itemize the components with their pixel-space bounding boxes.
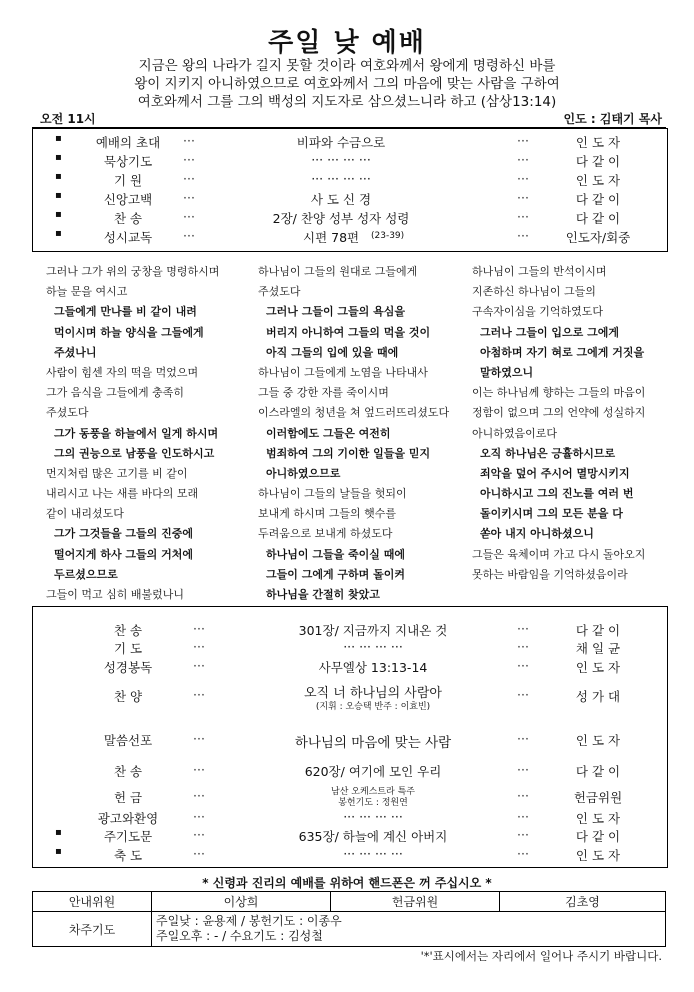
reading-line: 오직 하나님은 긍휼하시므로 bbox=[480, 446, 616, 460]
order-content: 하나님의 마음에 맞는 사람 bbox=[294, 735, 452, 751]
order-row bbox=[33, 731, 667, 749]
order-performer: 다 같 이 bbox=[575, 211, 621, 226]
scripture-line-3: 여호와께서 그를 그의 백성의 지도자로 삼으셨느니라 하고 (삼상13:14) bbox=[137, 94, 557, 110]
leader-dots: ··· bbox=[517, 809, 529, 824]
leader-dots: ··· bbox=[517, 133, 529, 148]
reading-line: 버리지 아니하여 그들의 먹을 것이 bbox=[266, 325, 431, 339]
standing-marker: ▪ bbox=[55, 152, 62, 163]
reading-line: 그가 동풍을 하늘에서 일게 하시며 bbox=[54, 426, 219, 440]
reading-line: 범죄하여 그의 기이한 일들을 믿지 bbox=[266, 446, 431, 460]
reading-line: 하늘 문을 여시고 bbox=[46, 285, 128, 299]
order-label: 기 도 bbox=[113, 641, 143, 656]
reading-line: 아니하시고 그의 진노를 여러 번 bbox=[480, 487, 634, 501]
reading-line: 하나님이 그들의 원대로 그들에게 bbox=[258, 265, 418, 278]
reading-line: 떨어지게 하사 그들의 거처에 bbox=[54, 547, 193, 561]
scripture-line-2: 왕이 지키지 아니하였으므로 여호와께서 그의 마음에 맞는 사람을 구하여 bbox=[134, 76, 560, 92]
order-label: 축 도 bbox=[113, 848, 143, 863]
order-performer: 채 일 균 bbox=[575, 641, 621, 656]
order-row bbox=[33, 809, 667, 827]
standing-marker: ▪ bbox=[55, 171, 62, 182]
reading-line: 그들은 육체이며 가고 다시 돌아오지 bbox=[472, 547, 646, 561]
order-content: 오직 너 하나님의 사람아 bbox=[304, 686, 442, 701]
reading-line: 두려움으로 보내게 하셨도다 bbox=[258, 527, 393, 541]
leader-dots: ··· bbox=[193, 658, 205, 673]
leader-dots: ··· bbox=[517, 190, 529, 205]
leader-dots: ··· bbox=[517, 658, 529, 673]
order-performer: 인도자/회중 bbox=[565, 230, 631, 245]
leader-dots: ··· bbox=[193, 687, 205, 702]
order-row bbox=[33, 658, 667, 676]
service-time: 오전 11시 bbox=[40, 112, 96, 126]
order-row bbox=[33, 786, 667, 808]
order-content-note: 남산 오케스트라 특주 bbox=[331, 787, 415, 797]
order-content: 635장/ 하늘에 계신 아버지 bbox=[298, 829, 448, 844]
order-performer: 다 같 이 bbox=[575, 192, 621, 207]
standing-marker: ▪ bbox=[55, 209, 62, 220]
prayer-line: 주일오후 : - / 수요기도 : 김성철 bbox=[156, 929, 323, 943]
reading-line: 사람이 힘센 자의 떡을 먹었으며 bbox=[46, 365, 199, 379]
leader-dots: ··· bbox=[183, 133, 195, 148]
order-row bbox=[33, 683, 667, 712]
order-row bbox=[33, 621, 667, 639]
order-content: ··· ··· ··· ··· bbox=[311, 171, 371, 186]
reading-line: 정함이 없으며 그의 언약에 성실하지 bbox=[472, 406, 646, 420]
leader-dots: ··· bbox=[517, 171, 529, 186]
order-label: 예배의 초대 bbox=[95, 135, 161, 150]
order-label: 찬 양 bbox=[113, 689, 143, 704]
order-content: ··· ··· ··· ··· bbox=[343, 809, 403, 824]
leader-dots: ··· bbox=[517, 788, 529, 803]
leader-dots: ··· bbox=[193, 809, 205, 824]
order-performer: 인 도 자 bbox=[575, 811, 621, 826]
leader-dots: ··· bbox=[517, 152, 529, 167]
reading-line: 지존하신 하나님이 그들의 bbox=[472, 285, 596, 299]
order-performer: 헌금위원 bbox=[573, 790, 623, 805]
order-performer: 인 도 자 bbox=[575, 848, 621, 863]
order-content-note: (23-39) bbox=[371, 231, 405, 241]
staff-table bbox=[32, 891, 666, 947]
reading-line: 아직 그들의 입에 있을 때에 bbox=[266, 345, 399, 359]
reading-line: 하나님이 그들의 반석이시며 bbox=[472, 265, 607, 278]
order-performer: 인 도 자 bbox=[575, 135, 621, 150]
leader-dots: ··· bbox=[517, 846, 529, 861]
standing-marker: ▪ bbox=[55, 190, 62, 201]
standing-marker: ▪ bbox=[55, 827, 62, 838]
order-content: ··· ··· ··· ··· bbox=[343, 846, 403, 861]
order-label: 성시교독 bbox=[103, 230, 153, 245]
reading-line: 먼지처럼 많은 고기를 비 같이 bbox=[46, 466, 188, 480]
leader-dots: ··· bbox=[193, 788, 205, 803]
order-row bbox=[33, 209, 667, 227]
prayer-label: 차주기도 bbox=[33, 912, 152, 947]
leader-dots: ··· bbox=[193, 639, 205, 654]
standing-footnote: '*'표시에서는 자리에서 일어나 주시기 바랍니다. bbox=[420, 949, 662, 963]
reading-line: 못하는 바람임을 기억하셨음이라 bbox=[472, 567, 628, 581]
reading-line: 돌이키시며 그의 모든 분을 다 bbox=[480, 507, 623, 521]
guide-name: 이상희 bbox=[152, 892, 331, 912]
reading-line: 이는 하나님께 향하는 그들의 마음이 bbox=[472, 386, 646, 400]
reading-line: 그가 음식을 그들에게 충족히 bbox=[46, 386, 185, 400]
order-content: 비파와 수금으로 bbox=[296, 135, 386, 150]
order-row bbox=[33, 846, 667, 864]
order-performer: 성 가 대 bbox=[575, 689, 621, 704]
order-content: ··· ··· ··· ··· bbox=[343, 639, 403, 654]
standing-marker: ▪ bbox=[55, 228, 62, 239]
reading-line: 이러함에도 그들은 여전히 bbox=[266, 426, 391, 440]
reading-line: 그들에게 만나를 비 같이 내려 bbox=[54, 305, 197, 319]
leader-dots: ··· bbox=[517, 687, 529, 702]
leader-dots: ··· bbox=[183, 152, 195, 167]
guide-label: 안내위원 bbox=[33, 892, 152, 912]
reading-line: 아니하였음이로다 bbox=[472, 426, 558, 440]
reading-line: 죄악을 덮어 주시어 멸망시키지 bbox=[480, 466, 630, 480]
order-label: 묵상기도 bbox=[103, 154, 153, 169]
reading-line: 말하였으니 bbox=[480, 365, 534, 379]
standing-marker: ▪ bbox=[55, 846, 62, 857]
order-performer: 다 같 이 bbox=[575, 154, 621, 169]
leader-dots: ··· bbox=[517, 827, 529, 842]
reading-line: 그들이 그에게 구하며 돌이켜 bbox=[266, 567, 405, 581]
order-content: 620장/ 여기에 모인 우리 bbox=[304, 764, 442, 779]
order-label: 헌 금 bbox=[113, 790, 143, 805]
leader-dots: ··· bbox=[517, 209, 529, 224]
order-label: 찬 송 bbox=[113, 211, 143, 226]
order-content-note: (지휘 : 오승택 반주 : 이효빈) bbox=[315, 702, 431, 712]
order-row bbox=[33, 190, 667, 208]
reading-line: 주셨나니 bbox=[54, 345, 97, 359]
reading-line: 이스라엘의 청년을 쳐 엎드러뜨리셨도다 bbox=[258, 406, 450, 420]
order-row bbox=[33, 827, 667, 845]
order-content-note: 봉헌기도 : 정원연 bbox=[338, 798, 408, 808]
reading-line: 내리시고 나는 새를 바다의 모래 bbox=[46, 487, 199, 501]
leader-dots: ··· bbox=[517, 731, 529, 746]
order-label: 말씀선포 bbox=[103, 733, 153, 748]
order-performer: 다 같 이 bbox=[575, 829, 621, 844]
order-of-worship-part2 bbox=[32, 606, 668, 868]
reading-line: 아니하였으므로 bbox=[266, 466, 341, 480]
order-label: 기 원 bbox=[113, 173, 143, 188]
reading-line: 하나님을 간절히 찾았고 bbox=[266, 588, 380, 601]
leader-dots: ··· bbox=[183, 209, 195, 224]
reading-line: 그의 권능으로 남풍을 인도하시고 bbox=[54, 446, 215, 460]
phone-notice: * 신령과 진리의 예배를 위하여 핸드폰은 꺼 주십시오 * bbox=[202, 876, 492, 890]
reading-line: 하나님이 그들에게 노염을 나타내사 bbox=[258, 365, 428, 379]
order-performer: 인 도 자 bbox=[575, 733, 621, 748]
order-label: 신앙고백 bbox=[103, 192, 153, 207]
leader-dots: ··· bbox=[183, 228, 195, 243]
order-row bbox=[33, 228, 667, 246]
leader-dots: ··· bbox=[517, 639, 529, 654]
order-performer: 인 도 자 bbox=[575, 173, 621, 188]
order-of-worship-part1 bbox=[32, 128, 668, 252]
order-label: 주기도문 bbox=[103, 829, 153, 844]
order-performer: 다 같 이 bbox=[575, 623, 621, 638]
order-content: 시편 78편 bbox=[303, 230, 360, 245]
reading-line: 쏟아 내지 아니하셨으니 bbox=[480, 527, 594, 541]
reading-line: 두르셨으므로 bbox=[54, 567, 118, 581]
order-row bbox=[33, 762, 667, 780]
order-label: 성경봉독 bbox=[103, 660, 153, 675]
leader-dots: ··· bbox=[517, 762, 529, 777]
leader-dots: ··· bbox=[193, 731, 205, 746]
offering-label: 헌금위원 bbox=[331, 892, 500, 912]
order-content: 사 도 신 경 bbox=[310, 192, 372, 207]
reading-line: 먹이시며 하늘 양식을 그들에게 bbox=[54, 325, 204, 339]
leader-dots: ··· bbox=[193, 621, 205, 636]
reading-line: 주셨도다 bbox=[46, 406, 89, 420]
leader-dots: ··· bbox=[517, 228, 529, 243]
reading-line: 그러나 그들이 그들의 욕심을 bbox=[266, 305, 405, 319]
offering-name: 김초영 bbox=[500, 892, 666, 912]
leader-dots: ··· bbox=[193, 846, 205, 861]
prayer-line: 주일낮 : 윤용제 / 봉헌기도 : 이종우 bbox=[156, 914, 342, 928]
reading-line: 아첨하며 자기 혀로 그에게 거짓을 bbox=[480, 345, 645, 359]
order-label: 찬 송 bbox=[113, 764, 143, 779]
order-content: 사무엘상 13:13-14 bbox=[318, 660, 428, 675]
order-performer: 다 같 이 bbox=[575, 764, 621, 779]
reading-line: 그들 중 강한 자를 죽이시며 bbox=[258, 386, 389, 400]
reading-line: 하나님이 그들의 날들을 헛되이 bbox=[258, 487, 407, 501]
reading-line: 그가 그것들을 그들의 진중에 bbox=[54, 527, 193, 541]
leader-dots: ··· bbox=[193, 762, 205, 777]
leader-dots: ··· bbox=[517, 621, 529, 636]
order-row bbox=[33, 152, 667, 170]
prayer-schedule bbox=[152, 912, 666, 947]
reading-line: 같이 내리셨도다 bbox=[46, 507, 124, 521]
standing-marker: ▪ bbox=[55, 133, 62, 144]
page-title: 주일 낮 예배 bbox=[268, 28, 426, 58]
order-label: 찬 송 bbox=[113, 623, 143, 638]
officiant: 인도 : 김태기 목사 bbox=[563, 112, 662, 126]
order-content: ··· ··· ··· ··· bbox=[311, 152, 371, 167]
leader-dots: ··· bbox=[193, 827, 205, 842]
reading-line: 구속자이심을 기억하였도다 bbox=[472, 305, 604, 319]
responsive-reading-column-3 bbox=[472, 262, 645, 585]
reading-line: 보내게 하시며 그들의 햇수를 bbox=[258, 507, 397, 521]
leader-dots: ··· bbox=[183, 190, 195, 205]
reading-line: 하나님이 그들을 죽이실 때에 bbox=[266, 547, 405, 561]
order-content: 2장/ 찬양 성부 성자 성령 bbox=[272, 211, 410, 226]
order-performer: 인 도 자 bbox=[575, 660, 621, 675]
order-row bbox=[33, 171, 667, 189]
responsive-reading-column-1 bbox=[46, 262, 219, 605]
order-row bbox=[33, 133, 667, 151]
reading-line: 주셨도다 bbox=[258, 285, 301, 299]
reading-line: 그러나 그들이 입으로 그에게 bbox=[480, 325, 619, 339]
leader-dots: ··· bbox=[183, 171, 195, 186]
order-content: 301장/ 지금까지 지내온 것 bbox=[298, 623, 448, 638]
reading-line: 그들이 먹고 심히 배불렀나니 bbox=[46, 588, 185, 601]
scripture-line-1: 지금은 왕의 나라가 길지 못할 것이라 여호와께서 왕에게 명령하신 바를 bbox=[138, 58, 556, 74]
order-label: 광고와환영 bbox=[97, 811, 159, 826]
responsive-reading-column-2 bbox=[258, 262, 449, 605]
order-row bbox=[33, 639, 667, 657]
reading-line: 그러나 그가 위의 궁창을 명령하시며 bbox=[46, 265, 220, 278]
